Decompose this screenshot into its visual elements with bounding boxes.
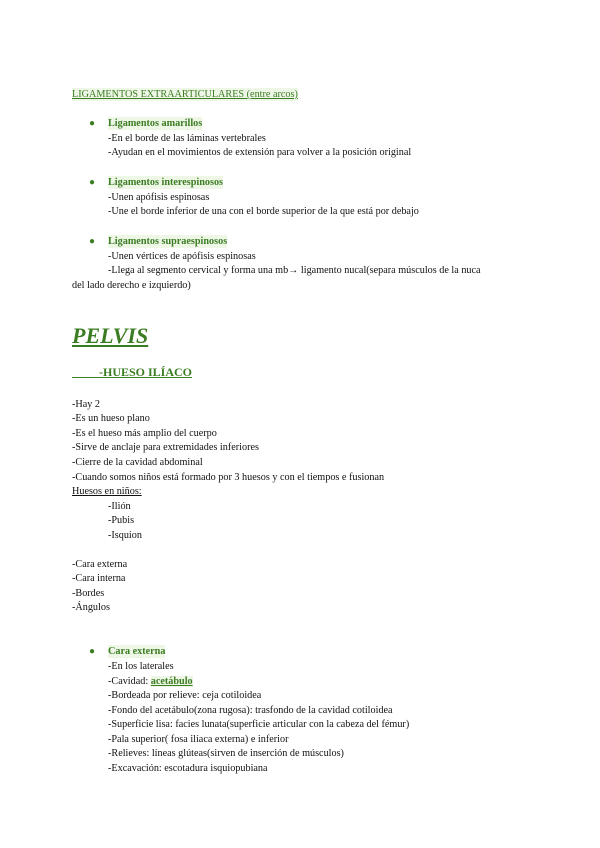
cara-externa-line: -Relieves: líneas glúteas(sirven de inserción de músculos) xyxy=(108,748,344,759)
cara-externa-line: -En los laterales xyxy=(108,661,174,672)
cara-externa-line: -Excavación: escotadura isquiopubiana xyxy=(108,763,268,774)
ligamento-line: -Unen apófisis espinosas xyxy=(108,192,210,203)
parte-item: -Bordes xyxy=(72,588,105,599)
cara-externa-line: -Fondo del acetábulo(zona rugosa): trasfondo de la cavidad cotiloidea xyxy=(108,705,393,716)
section-title: LIGAMENTOS EXTRAARTICULARES (entre arcos) xyxy=(72,89,298,100)
hueso-nino-item: -Isquion xyxy=(108,530,142,541)
bullet-icon: ● xyxy=(89,646,96,657)
parte-item: -Ángulos xyxy=(72,602,110,613)
cara-externa-title: Cara externa xyxy=(108,646,166,657)
fact-line: -Cierre de la cavidad abdominal xyxy=(72,457,203,468)
fact-line: -Es un hueso plano xyxy=(72,413,150,424)
hueso-iliaco-heading: -HUESO ILÍACO xyxy=(72,365,193,379)
ligamento-line: -En el borde de las láminas vertebrales xyxy=(108,133,266,144)
ligamento-line: -Llega al segmento cervical y forma una mb→ ligamento nucal(separa músculos de la nuca xyxy=(108,265,481,276)
ligamento-line: -Ayudan en el movimientos de extensión para volver a la posición original xyxy=(108,147,412,158)
ligamento-title: Ligamentos amarillos xyxy=(108,118,203,129)
ligamento-title: Ligamentos interespinosos xyxy=(108,177,223,188)
bullet-icon: ● xyxy=(89,118,96,129)
ligamento-line: -Une el borde inferior de una con el borde superior de la que está por debajo xyxy=(108,206,419,217)
hueso-nino-item: -Pubis xyxy=(108,515,135,526)
cara-externa-line: -Pala superior( fosa ilíaca externa) e inferior xyxy=(108,734,289,745)
ligamento-line-continuation: del lado derecho e izquierdo) xyxy=(72,280,191,291)
bullet-icon: ● xyxy=(89,177,96,188)
ligamento-title: Ligamentos supraespinosos xyxy=(108,236,228,247)
cavidad-line xyxy=(108,675,193,688)
parte-item: -Cara externa xyxy=(72,559,128,570)
cara-externa-line: -Bordeada por relieve: ceja cotiloidea xyxy=(108,690,262,701)
bullet-icon: ● xyxy=(89,236,96,247)
huesos-ninos-label: Huesos en niños: xyxy=(72,486,142,497)
cavidad-prefix: -Cavidad: xyxy=(108,676,151,687)
hueso-nino-item: -Ilión xyxy=(108,501,131,512)
fact-line: -Es el hueso más amplio del cuerpo xyxy=(72,428,217,439)
fact-line: -Sirve de anclaje para extremidades inferiores xyxy=(72,442,259,453)
fact-line: -Cuando somos niños está formado por 3 huesos y con el tiempos e fusionan xyxy=(72,472,385,483)
ligamento-line: -Unen vértices de apófisis espinosas xyxy=(108,251,256,262)
pelvis-heading: PELVIS xyxy=(72,323,149,348)
parte-item: -Cara interna xyxy=(72,573,126,584)
cara-externa-line: -Superficie lisa: facies lunata(superficie articular con la cabeza del fémur) xyxy=(108,719,410,730)
fact-line: -Hay 2 xyxy=(72,399,101,410)
acetabulo-term: acetábulo xyxy=(150,676,193,687)
